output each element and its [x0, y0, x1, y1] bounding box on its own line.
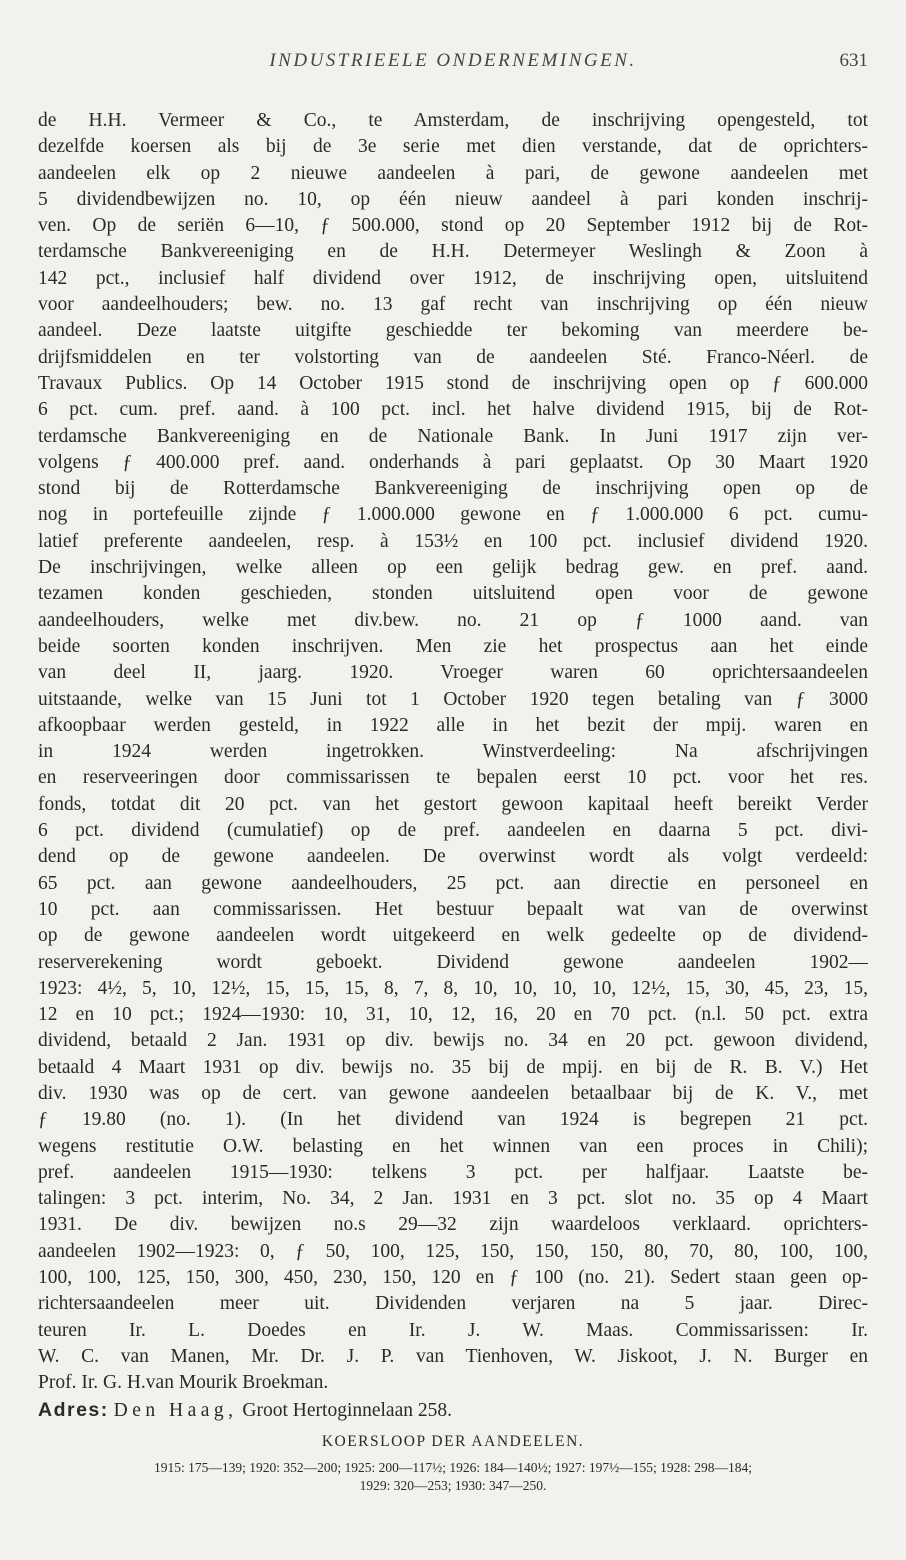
text-line: Travaux Publics. Op 14 October 1915 stond de inschrijving open op ƒ 600.000: [38, 372, 868, 394]
text-line: fonds, totdat dit 20 pct. van het gestort gewoon kapitaal heeft bereikt Verder: [38, 793, 868, 815]
text-line: reserverekening wordt geboekt. Dividend gewone aandeelen 1902—: [38, 951, 868, 973]
koersloop-line: 1915: 175—139; 1920: 352—200; 1925: 200—117½; 1926: 184—140½; 1927: 197½—155; 1928: 298—184;: [153, 1460, 752, 1475]
text-line: div. 1930 was op de cert. van gewone aandeelen betaalbaar bij de K. V., met: [38, 1082, 868, 1104]
text-line: 142 pct., inclusief half dividend over 1912, de inschrijving open, uitsluitend: [38, 267, 868, 289]
text-line: talingen: 3 pct. interim, No. 34, 2 Jan. 1931 en 3 pct. slot no. 35 op 4 Maart: [38, 1188, 868, 1210]
address-line: [38, 1397, 868, 1423]
text-line: 5 dividendbewijzen no. 10, op één nieuw aandeel à pari konden inschrij-: [38, 188, 868, 210]
text-line: stond bij de Rotterdamsche Bankvereeniging de inschrijving open op de: [38, 478, 868, 500]
text-line: dezelfde koersen als bij de 3e serie met dien verstande, dat de oprichters-: [38, 136, 868, 158]
text-line: 1923: 4½, 5, 10, 12½, 15, 15, 15, 8, 7, 8, 10, 10, 10, 10, 12½, 15, 30, 45, 23, 15,: [38, 977, 868, 999]
koersloop-title: KOERSLOOP DER AANDEELEN.: [321, 1433, 585, 1450]
text-line: aandeelhouders, welke met div.bew. no. 21 op ƒ 1000 aand. van: [38, 609, 868, 631]
text-line: betaald 4 Maart 1931 op div. bewijs no. 35 bij de mpij. en bij de R. B. V.) Het: [38, 1056, 868, 1078]
text-line: aandeelen 1902—1923: 0, ƒ 50, 100, 125, 150, 150, 150, 80, 70, 80, 100, 100,: [38, 1240, 868, 1262]
text-line: 1931. De div. bewijzen no.s 29—32 zijn waardeloos verklaard. oprichters-: [38, 1214, 868, 1236]
text-line: latief preferente aandeelen, resp. à 153½ en 100 pct. inclusief dividend 1920.: [38, 530, 868, 552]
text-line: richtersaandeelen meer uit. Dividenden verjaren na 5 jaar. Direc-: [38, 1293, 868, 1315]
text-line: afkoopbaar werden gesteld, in 1922 alle in het bezit der mpij. waren en: [38, 714, 868, 736]
text-line: drijfsmiddelen en ter volstorting van de aandeelen Sté. Franco-Néerl. de: [38, 346, 868, 368]
text-line: op de gewone aandeelen wordt uitgekeerd en welk gedeelte op de dividend-: [38, 925, 868, 947]
text-line: 10 pct. aan commissarissen. Het bestuur bepaalt wat van de overwinst: [38, 898, 868, 920]
text-line: wegens restitutie O.W. belasting en het winnen van een proces in Chili);: [38, 1135, 868, 1157]
text-line: nog in portefeuille zijnde ƒ 1.000.000 gewone en ƒ 1.000.000 6 pct. cumu-: [38, 504, 868, 526]
text-line: 65 pct. aan gewone aandeelhouders, 25 pct. aan directie en personeel en: [38, 872, 868, 894]
text-line: dividend, betaald 2 Jan. 1931 op div. bewijs no. 34 en 20 pct. gewoon dividend,: [38, 1030, 868, 1052]
text-line: 6 pct. dividend (cumulatief) op de pref. aandeelen en daarna 5 pct. divi-: [38, 820, 868, 842]
text-line: voor aandeelhouders; bew. no. 13 gaf recht van inschrijving op één nieuw: [38, 294, 868, 316]
text-line: De inschrijvingen, welke alleen op een gelijk bedrag gew. en pref. aand.: [38, 557, 868, 579]
text-line: ƒ 19.80 (no. 1). (In het dividend van 1924 is begrepen 21 pct.: [38, 1109, 868, 1131]
text-line: dend op de gewone aandeelen. De overwinst wordt als volgt verdeeld:: [38, 846, 868, 868]
address-label: Adres:: [38, 1398, 109, 1421]
text-line: aandeel. Deze laatste uitgifte geschiedde ter bekoming van meerdere be-: [38, 320, 868, 342]
text-line: ven. Op de seriën 6—10, ƒ 500.000, stond op 20 September 1912 bij de Rot-: [38, 215, 868, 237]
body-text: [38, 108, 868, 1423]
text-line: de H.H. Vermeer & Co., te Amsterdam, de inschrijving opengesteld, tot: [38, 110, 868, 131]
text-line: van deel II, jaarg. 1920. Vroeger waren 60 oprichtersaandeelen: [38, 662, 868, 684]
text-line: terdamsche Bankvereeniging en de H.H. Determeyer Weslingh & Zoon à: [38, 241, 868, 263]
text-line: teuren Ir. L. Doedes en Ir. J. W. Maas. Commissarissen: Ir.: [38, 1319, 868, 1341]
text-line: W. C. van Manen, Mr. Dr. J. P. van Tienhoven, W. Jiskoot, J. N. Burger en: [38, 1345, 868, 1367]
text-line: volgens ƒ 400.000 pref. aand. onderhands à pari geplaatst. Op 30 Maart 1920: [38, 451, 868, 473]
text-line: terdamsche Bankvereeniging en de Nationale Bank. In Juni 1917 zijn ver-: [38, 425, 868, 447]
text-line: tezamen konden geschieden, stonden uitsluitend open voor de gewone: [38, 583, 868, 605]
koersloop-line: 1929: 320—253; 1930: 347—250.: [359, 1478, 547, 1493]
address-street: Groot Hertoginnelaan 258.: [242, 1399, 452, 1421]
page-number: 631: [839, 50, 868, 71]
address-city: Den Haag,: [113, 1399, 238, 1421]
text-line: 12 en 10 pct.; 1924—1930: 10, 31, 10, 12, 16, 20 en 70 pct. (n.l. 50 pct. extra: [38, 1004, 868, 1026]
page-header: [38, 50, 868, 80]
text-line: 6 pct. cum. pref. aand. à 100 pct. incl. het halve dividend 1915, bij de Rot-: [38, 399, 868, 421]
text-line: Prof. Ir. G. H.van Mourik Broekman.: [38, 1372, 329, 1394]
text-line: aandeelen elk op 2 nieuwe aandeelen à pari, de gewone aandeelen met: [38, 162, 868, 184]
running-title: INDUSTRIEELE ONDERNEMINGEN.: [269, 50, 637, 71]
text-line: beide soorten konden inschrijven. Men zie het prospectus aan het einde: [38, 635, 868, 657]
text-line: in 1924 werden ingetrokken. Winstverdeeling: Na afschrijvingen: [38, 741, 868, 763]
text-line: en reserveeringen door commissarissen te bepalen eerst 10 pct. voor het res.: [38, 767, 868, 789]
text-line: uitstaande, welke van 15 Juni tot 1 October 1920 tegen betaling van ƒ 3000: [38, 688, 868, 710]
text-line: pref. aandeelen 1915—1930: telkens 3 pct. per halfjaar. Laatste be-: [38, 1161, 868, 1183]
text-line: 100, 100, 125, 150, 300, 450, 230, 150, 120 en ƒ 100 (no. 21). Sedert staan geen op-: [38, 1267, 868, 1289]
